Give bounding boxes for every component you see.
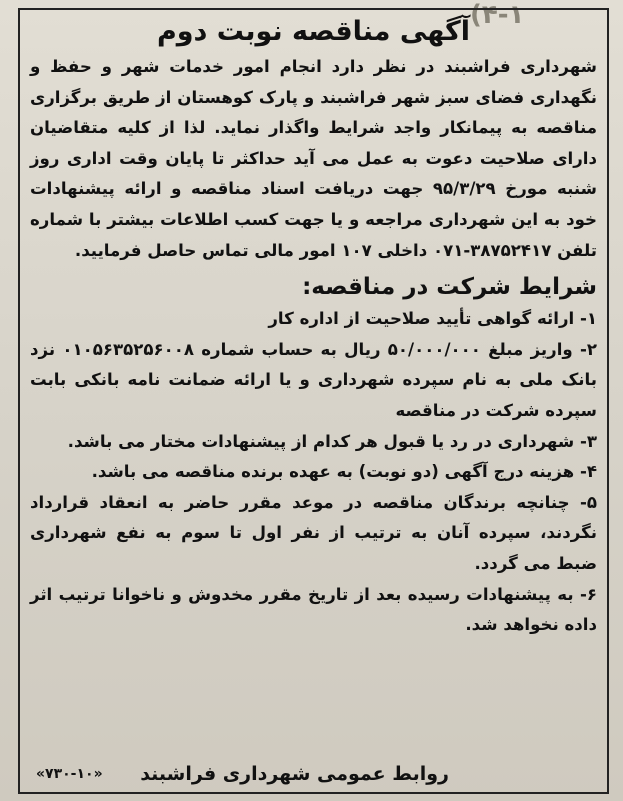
condition-item: ۲- واریز مبلغ ۵۰/۰۰۰/۰۰۰ ریال به حساب شماره ۰۱۰۵۶۳۵۲۵۶۰۰۸ نزد بانک ملی به نام سپرده شهرداری و یا ارائه ضمانت نامه بانکی بابت سپرده شرکت در مناقصه	[30, 339, 597, 420]
ad-code: «۷۳۰-۱۰»	[36, 766, 103, 782]
condition-item: ۳- شهرداری در رد یا قبول هر کدام از پیشنهادات مختار می باشد.	[67, 431, 597, 451]
conditions-heading: شرایط شرکت در مناقصه:	[302, 274, 597, 301]
adjacent-ad-fragment: (۴-۱	[470, 0, 525, 30]
notice-footer	[30, 758, 597, 790]
condition-item: ۱- ارائه گواهی تأیید صلاحیت از اداره کار	[268, 309, 597, 329]
condition-item: ۶- به پیشنهادات رسیده بعد از تاریخ مقرر مخدوش و ناخوانا ترتیب اثر داده نخواهد شد.	[30, 584, 597, 635]
condition-item: ۵- چنانچه برندگان مناقصه در موعد مقرر حاضر به انعقاد قرارداد نگردند، سپرده آنان به ترتیب از نفر اول تا سوم به نفع شهرداری ضبط می گردد.	[30, 492, 597, 573]
conditions-list	[30, 304, 597, 641]
signature: روابط عمومی شهرداری فراشبند	[140, 763, 449, 785]
notice-title: آگهی مناقصه نوبت دوم	[156, 16, 471, 47]
tender-notice	[30, 14, 597, 641]
condition-item: ۴- هزینه درج آگهی (دو نوبت) به عهده برنده مناقصه می باشد.	[91, 462, 597, 482]
notice-intro: شهرداری فراشبند در نظر دارد انجام امور خدمات شهر و حفظ و نگهداری فضای سبز شهر فراشبند و پارک کوهستان از طریق برگزاری مناقصه به پیمانکار واجد شرایط واگذار نماید. لذا از کلیه متقاضیان دارای صلاحیت دعوت به عمل می آید حداکثر تا پایان وقت اداری روز شنبه مورخ ۹۵/۳/۲۹ جهت دریافت اسناد مناقصه و ارائه پیشنهادات خود به این شهرداری مراجعه و یا جهت کسب اطلاعات بیشتر با شماره تلفن ۳۸۷۵۲۴۱۷-۰۷۱ داخلی ۱۰۷ امور مالی تماس حاصل فرمایید.	[30, 57, 597, 260]
